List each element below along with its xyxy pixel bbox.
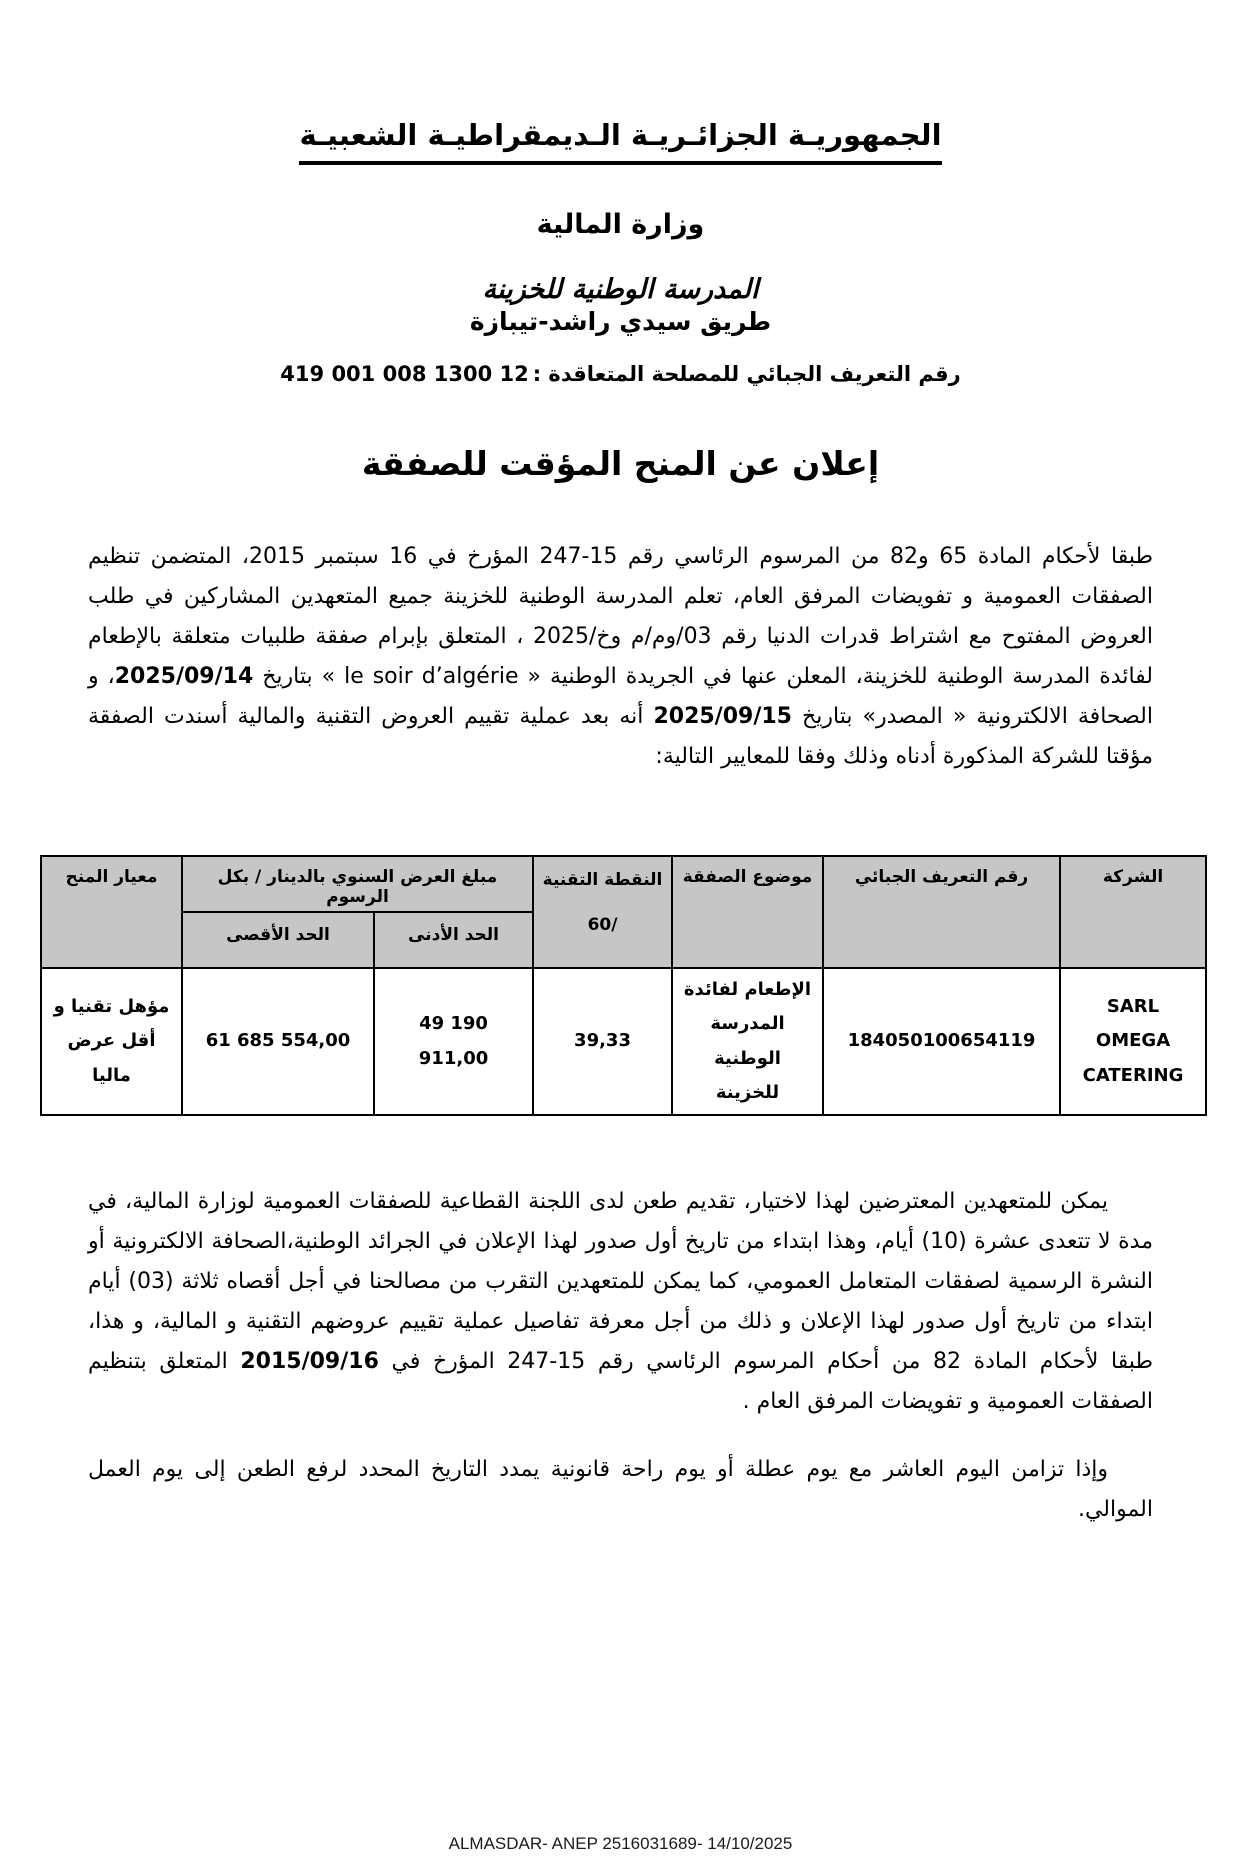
cell-company: SARL OMEGA CATERING — [1060, 968, 1206, 1115]
appeal-text: يمكن للمتعهدين المعترضين لهذا لاختيار، تقديم طعن لدى اللجنة القطاعية للصفقات العمومية لوزارة المالية، في مدة لا تتعدى عشرة (10) أيام، وهذا ابتداء من تاريخ أول صدور لهذا الإعلان في الجرائد الوطنية،الصحافة الالكترونية أو النشرة الرسمية لصفقات المتعامل العمومي، كما يمكن للمتعهدين التقرب من مصالحنا في أجل أقصاه ثلاثة (03) أيام ابتداء من تاريخ أول صدور لهذا الإعلان و ذلك من أجل معرفة تفاصيل عملية تقييم عروضهم التقنية و المالية، و هذا، طبقا لأحكام المادة 82 من أحكام المرسوم الرئاسي رقم — [88, 1188, 1153, 1375]
cell-subject: الإطعام لفائدة المدرسة الوطنية للخزينة — [672, 968, 823, 1115]
tax-id-line — [0, 362, 1241, 386]
cell-technical-score: 39,33 — [533, 968, 672, 1115]
technical-score-label: النقطة التقنية — [542, 870, 663, 891]
column-header-annual-amount: مبلغ العرض السنوي بالدينار / بكل الرسوم — [182, 856, 533, 912]
appeal-text: المؤرخ في — [378, 1349, 508, 1375]
table-header-row — [41, 856, 1206, 912]
column-header-max-limit: الحد الأقصى — [182, 912, 374, 968]
column-header-technical-score — [533, 856, 672, 968]
anep-footer: ALMASDAR- ANEP 2516031689- 14/10/2025 — [448, 1834, 793, 1853]
cell-tax-id: 184050100654119 — [823, 968, 1060, 1115]
intro-text: المؤرخ في 16 سبتمبر 2015، المتضمن تنظيم الصفقات العمومية و تفويضات المرفق العام، تعلم المدرسة الوطنية للخزينة جميع المتعهدين المشاركين في طلب العروض المفتوح مع اشتراط قدرات الدنيا رقم 03/وم/م وخ/2025 ، المتعلق بإبرام صفقة طلبيات متعلقة بالإطعام لفائدة المدرسة الوطنية للخزينة، المعلن عنها في الجريدة الوطنية — [88, 544, 1153, 690]
document-page — [0, 118, 1241, 1853]
column-header-min-limit: الحد الأدنى — [374, 912, 533, 968]
cell-min-amount: 49 190 911,00 — [374, 968, 533, 1115]
appeal-paragraph — [88, 1182, 1153, 1422]
column-header-subject: موضوع الصفقة — [672, 856, 823, 968]
technical-score-max: 60/ — [587, 915, 618, 936]
intro-text: بتاريخ — [253, 664, 322, 690]
cell-award-criterion: مؤهل تقنيا و أقل عرض ماليا — [41, 968, 182, 1115]
decree-date: 2015/09/16 — [240, 1349, 379, 1375]
journal-name: « le soir d’algérie » — [321, 664, 541, 690]
award-table — [40, 855, 1207, 1116]
column-header-company: الشركة — [1060, 856, 1206, 968]
intro-text: ، و الصحافة الالكترونية « المصدر» بتاريخ — [88, 664, 1153, 730]
holiday-note-paragraph: وإذا تزامن اليوم العاشر مع يوم عطلة أو يوم راحة قانونية يمدد التاريخ المحدد لرفع الطعن إلى يوم العمل الموالي. — [88, 1457, 1153, 1523]
column-header-award-criterion: معيار المنح — [41, 856, 182, 968]
intro-text: طبقا لأحكام المادة 65 و82 من المرسوم الرئاسي رقم — [617, 544, 1153, 569]
republic-title — [0, 118, 1241, 165]
ministry-title: وزارة المالية — [536, 209, 705, 240]
school-name: المدرسة الوطنية للخزينة — [482, 274, 759, 305]
epress-publication-date: 2025/09/15 — [653, 704, 792, 730]
table-row — [41, 968, 1206, 1115]
decree-number: 247-15 — [507, 1349, 586, 1375]
appeal-text: المتعلق بتنظيم الصفقات العمومية و تفويضات المرفق العام . — [88, 1349, 1153, 1415]
journal-publication-date: 2025/09/14 — [114, 664, 254, 690]
decree-number: 247-15 — [539, 544, 618, 569]
intro-text: أنه بعد عملية تقييم العروض التقنية والمالية أسندت الصفقة مؤقتا للشركة المذكورة أدناه وذلك وفقا للمعايير التالية: — [88, 704, 1153, 770]
republic-title-text: الجمهوريـة الجزائـريـة الـديمقراطيـة الشعبيـة — [299, 118, 941, 165]
tax-id-number: 419 001 008 1300 12 — [280, 362, 529, 386]
announcement-title: إعلان عن المنح المؤقت للصفقة — [361, 444, 880, 483]
intro-paragraph — [88, 537, 1153, 777]
cell-max-amount: 61 685 554,00 — [182, 968, 374, 1115]
tax-id-label: رقم التعريف الجبائي للمصلحة المتعاقدة : — [532, 362, 961, 386]
column-header-tax-id: رقم التعريف الجبائي — [823, 856, 1060, 968]
address-line: طريق سيدي راشد-تيبازة — [469, 307, 772, 336]
